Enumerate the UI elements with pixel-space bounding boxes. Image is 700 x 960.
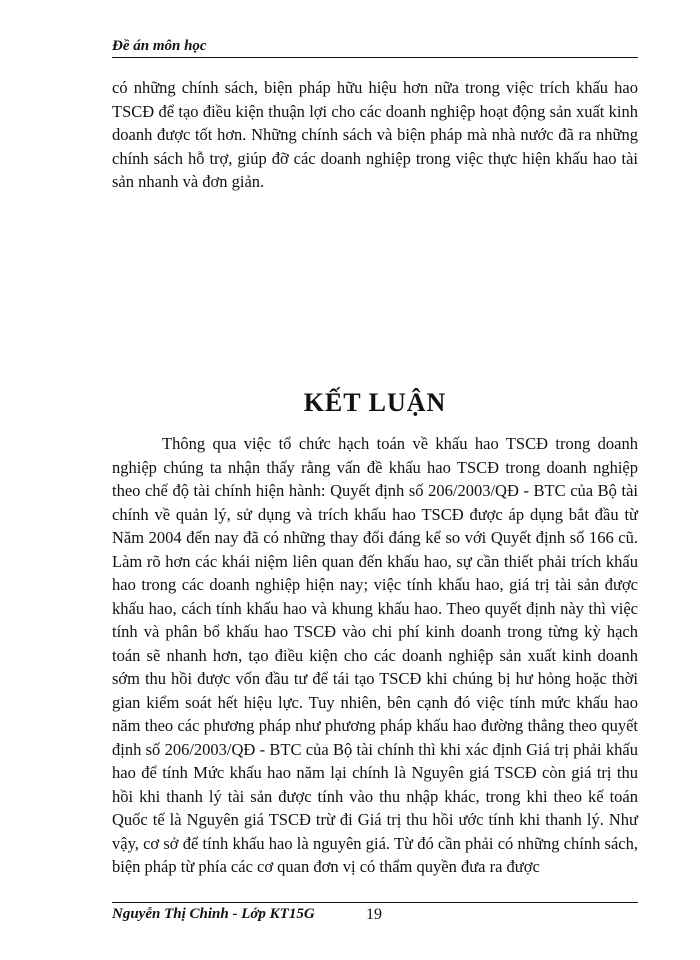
page-footer (112, 906, 638, 923)
header-divider (112, 57, 638, 58)
conclusion-paragraph: Thông qua việc tổ chức hạch toán về khấu hao TSCĐ trong doanh nghiệp chúng ta nhận thấy rằng vấn đề khấu hao TSCĐ trong doanh nghiệp theo chế độ tài chính hiện hành: Quyết định số 206/2003/QĐ - BTC của Bộ tài chính về quản lý, sử dụng và trích khấu hao TSCĐ được áp dụng bắt đầu từ Năm 2004 đến nay đã có những thay đổi đáng kể so với Quyết định số 166 cũ. Làm rõ hơn các khái niệm liên quan đến khấu hao, sự cần thiết phải trích khấu hao trong các doanh nghiệp hiện nay; việc tính khấu hao, giá trị tài sản được khấu hao, cách tính khấu hao và khung khấu hao. Theo quyết định này thì việc tính và phân bổ khấu hao TSCĐ vào chi phí kinh doanh trong từng kỳ hạch toán sẽ nhanh hơn, tạo điều kiện cho các doanh nghiệp sản xuất kinh doanh sớm thu hồi được vốn đầu tư để tái tạo TSCĐ khi chúng bị hư hỏng hoặc thời gian kiểm soát hết hiệu lực. Tuy nhiên, bên cạnh đó việc tính mức khấu hao năm theo các phương pháp như phương pháp khấu hao đường thẳng theo quyết định số 206/2003/QĐ - BTC của Bộ tài chính thì khi xác định Giá trị phải khấu hao để tính Mức khấu hao năm lại chính là Nguyên giá TSCĐ còn giá trị thu hồi khi thanh lý tài sản được tính vào thu nhập khác, trong khi theo kế toán Quốc tế là Nguyên giá TSCĐ trừ đi Giá trị thu hồi ước tính khi thanh lý. Như vậy, cơ sở để tính khấu hao là nguyên giá. Từ đó cần phải có những chính sách, biện pháp từ phía các cơ quan đơn vị có thẩm quyền đưa ra được (112, 434, 638, 876)
page-number: 19 (366, 906, 382, 923)
page-header-title: Đề án môn học (112, 38, 207, 54)
footer-divider (112, 902, 638, 903)
intro-paragraph: có những chính sách, biện pháp hữu hiệu hơn nữa trong việc trích khấu hao TSCĐ để tạo điều kiện thuận lợi cho các doanh nghiệp hoạt động sản xuất kinh doanh được tốt hơn. Những chính sách và biện pháp mà nhà nước đã ra những chính sách hỗ trợ, giúp đỡ các doanh nghiệp trong việc thực hiện khấu hao tài sản nhanh và đơn giản. (112, 78, 638, 191)
section-title: KẾT LUẬN (303, 388, 447, 417)
footer-author: Nguyễn Thị Chinh - Lớp KT15G (112, 906, 315, 922)
